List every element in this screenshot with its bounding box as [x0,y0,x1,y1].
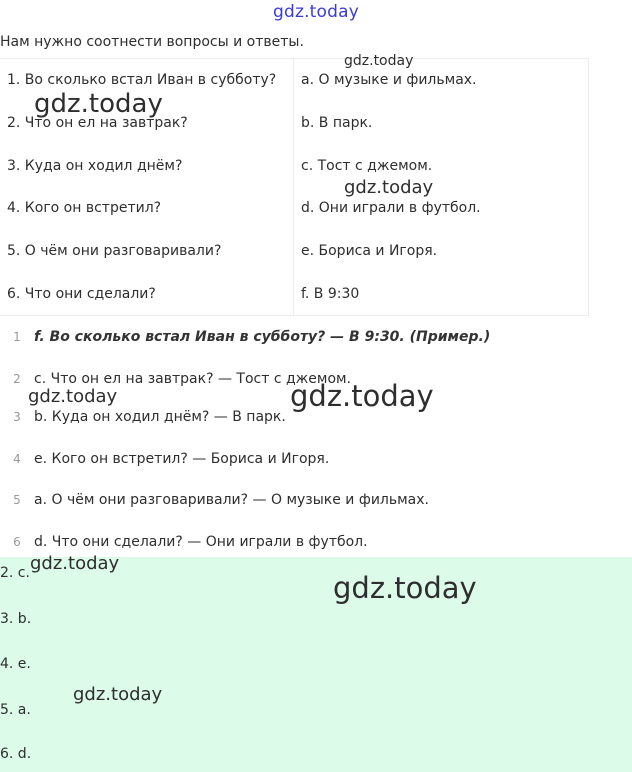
answer-cell: f. В 9:30 [301,285,360,302]
question-cell: 4. Кого он встретил? [0,187,294,230]
table-row [0,144,589,187]
watermark-text: gdz.today [344,53,414,69]
answer-text: a. О чём они разговаривали? — О музыке и фильмах. [34,492,429,508]
answer-cell: c. Тост с джемом. [301,157,433,174]
answer-key-item: 3. b. [0,611,32,627]
watermark-text: gdz.today [333,571,477,605]
table-row [0,272,589,315]
intro-text: Нам нужно соотнести вопросы и ответы. [0,34,304,50]
list-item [0,438,329,480]
watermark-text: gdz.today [290,379,434,413]
answer-key-panel [0,557,632,772]
question-cell: 2. Что он ел на завтрак? [0,102,294,145]
question-cell: 1. Во сколько встал Иван в субботу? [0,59,294,102]
watermark-text: gdz.today [28,386,118,407]
list-item [0,479,429,521]
question-cell: 5. О чём они разговаривали? [0,230,294,273]
watermark-text: gdz.today [344,177,434,198]
watermark-text: gdz.today [34,89,163,119]
answer-key-item: 6. d. [0,746,32,762]
answer-number: 5 [13,493,21,507]
answer-key-item: 5. a. [0,702,31,718]
table-row [0,187,589,230]
answer-text: e. Кого он встретил? — Бориса и Игоря. [34,451,330,467]
list-item [0,316,490,358]
answer-cell: e. Бориса и Игоря. [301,242,438,259]
answer-number: 4 [13,452,21,466]
answer-text: c. Что он ел на завтрак? — Тост с джемом. [34,371,352,387]
watermark-text: gdz.today [73,684,163,705]
answer-cell: b. В парк. [301,115,373,131]
answer-text: d. Что они сделали? — Они играли в футбол. [34,534,368,550]
watermark-top: gdz.today [272,2,360,22]
answer-text: b. Куда он ходил днём? — В парк. [34,409,286,425]
answer-number: 1 [13,330,21,344]
answer-key-item: 4. e. [0,656,31,672]
answer-key-item: 2. c. [0,565,30,581]
answer-number: 3 [13,410,21,424]
watermark-text: gdz.today [30,553,120,574]
answer-number: 6 [13,535,21,549]
table-row [0,230,589,273]
answer-text: f. Во сколько встал Иван в субботу? — В 9:30. (Пример.) [34,329,491,345]
answer-cell: a. О музыке и фильмах. [301,72,477,89]
answer-cell: d. Они играли в футбол. [301,200,481,217]
answer-number: 2 [13,372,21,386]
question-cell: 6. Что они сделали? [0,272,294,315]
question-cell: 3. Куда он ходил днём? [0,144,294,187]
